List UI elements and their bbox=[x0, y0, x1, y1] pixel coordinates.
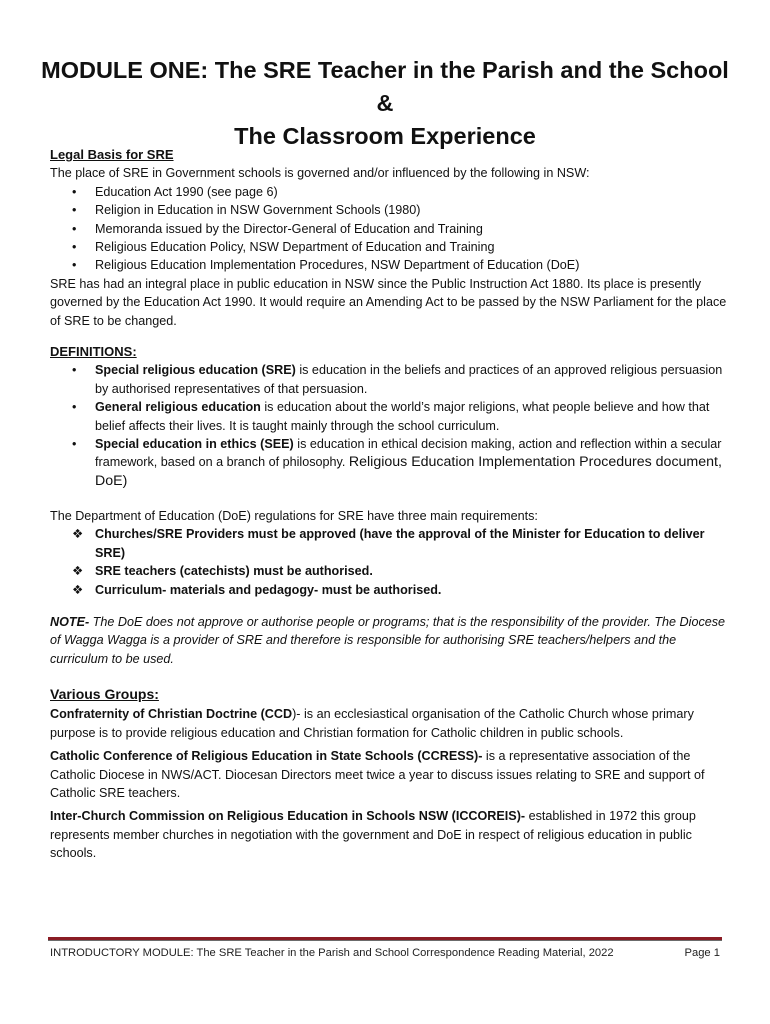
groups-heading: Various Groups: bbox=[50, 686, 159, 702]
group-entry: Inter-Church Commission on Religious Education in Schools NSW (ICCOREIS)- established in 1972 this group represents member churches in negotiation with the government and DoE in respect of religious education in public schools. bbox=[50, 809, 696, 861]
definition-item: • Special education in ethics (SEE) is education in ethical decision making, action and reflection within a secular framework, based on a branch of philosophy. Religious Education Implementation Procedures document, DoE) bbox=[72, 437, 722, 489]
page-title bbox=[30, 54, 740, 153]
requirements-section bbox=[50, 507, 730, 599]
groups-section bbox=[50, 685, 730, 863]
legal-basis-section bbox=[50, 146, 730, 330]
list-item: • Memoranda issued by the Director-General of Education and Training bbox=[72, 221, 483, 236]
diamond-bullet-icon: ❖ bbox=[72, 527, 84, 542]
page-number: Page 1 bbox=[684, 947, 720, 959]
list-item: • Religious Education Implementation Procedures, NSW Department of Education (DoE) bbox=[72, 258, 580, 273]
definitions-section bbox=[50, 343, 730, 490]
title-line-2: The Classroom Experience bbox=[234, 123, 536, 149]
group-entry: Catholic Conference of Religious Education in State Schools (CCRESS)- is a representative association of the Catholic Diocese in NWS/ACT. Diocesan Directors meet twice a year to discuss issues relating to SRE and support of Catholic SRE teachers. bbox=[50, 749, 705, 801]
diamond-bullet-icon: ❖ bbox=[72, 582, 84, 597]
legal-basis-paragraph: SRE has had an integral place in public education in NSW since the Public Instruction Act 1880. Its place is presently governed by the Education Act 1990. It would require an Amending Act to be passed by the NSW Parliament for the place of SRE to be changed. bbox=[50, 276, 727, 328]
legal-basis-list bbox=[50, 183, 730, 275]
list-item: • Religious Education Policy, NSW Department of Education and Training bbox=[72, 240, 495, 255]
diamond-bullet-icon: ❖ bbox=[72, 564, 84, 579]
requirement-item: ❖ Curriculum- materials and pedagogy- must be authorised. bbox=[50, 581, 730, 599]
footer-divider bbox=[48, 937, 722, 941]
definition-source: Religious Education Implementation Procedures document, DoE) bbox=[95, 454, 722, 489]
group-entry: Confraternity of Christian Doctrine (CCD)- is an ecclesiastical organisation of the Catholic Church whose primary purpose is to provide religious education and Christian formation for Catholic children in public schools. bbox=[50, 707, 694, 740]
requirements-list bbox=[50, 525, 730, 599]
definitions-list bbox=[50, 361, 730, 490]
note-text: The DoE does not approve or authorise people or programs; that is the responsibility of the provider. The Diocese of Wagga Wagga is a provider of SRE and therefore is responsible for authorising SRE teachers/helpers and the curriculum to be used. bbox=[50, 615, 726, 666]
list-item: • Education Act 1990 (see page 6) bbox=[72, 184, 278, 199]
note-paragraph bbox=[50, 613, 730, 668]
definitions-heading: DEFINITIONS: bbox=[50, 344, 137, 359]
definition-item: • Special religious education (SRE) is education in the beliefs and practices of an approved religious persuasion by authorised representatives of that persuasion. bbox=[72, 363, 723, 396]
footer-text: INTRODUCTORY MODULE: The SRE Teacher in the Parish and School Correspondence Reading Material, 2022 bbox=[50, 947, 614, 959]
note-label: NOTE- bbox=[50, 615, 90, 629]
requirement-item: ❖ Churches/SRE Providers must be approved (have the approval of the Minister for Education to deliver SRE) bbox=[72, 527, 705, 560]
list-item: • Religion in Education in NSW Government Schools (1980) bbox=[72, 203, 421, 218]
legal-basis-intro: The place of SRE in Government schools is governed and/or influenced by the following in NSW: bbox=[50, 166, 590, 181]
legal-basis-heading: Legal Basis for SRE bbox=[50, 147, 174, 162]
definition-item: • General religious education is education about the world’s major religions, what people believe and how that belief affects their lives. It is taught mainly through the school curriculum. bbox=[72, 400, 710, 433]
title-line-1: MODULE ONE: The SRE Teacher in the Parish and the School & bbox=[41, 57, 729, 116]
requirements-intro: The Department of Education (DoE) regulations for SRE have three main requirements: bbox=[50, 509, 538, 523]
requirement-item: ❖ SRE teachers (catechists) must be authorised. bbox=[50, 562, 730, 580]
